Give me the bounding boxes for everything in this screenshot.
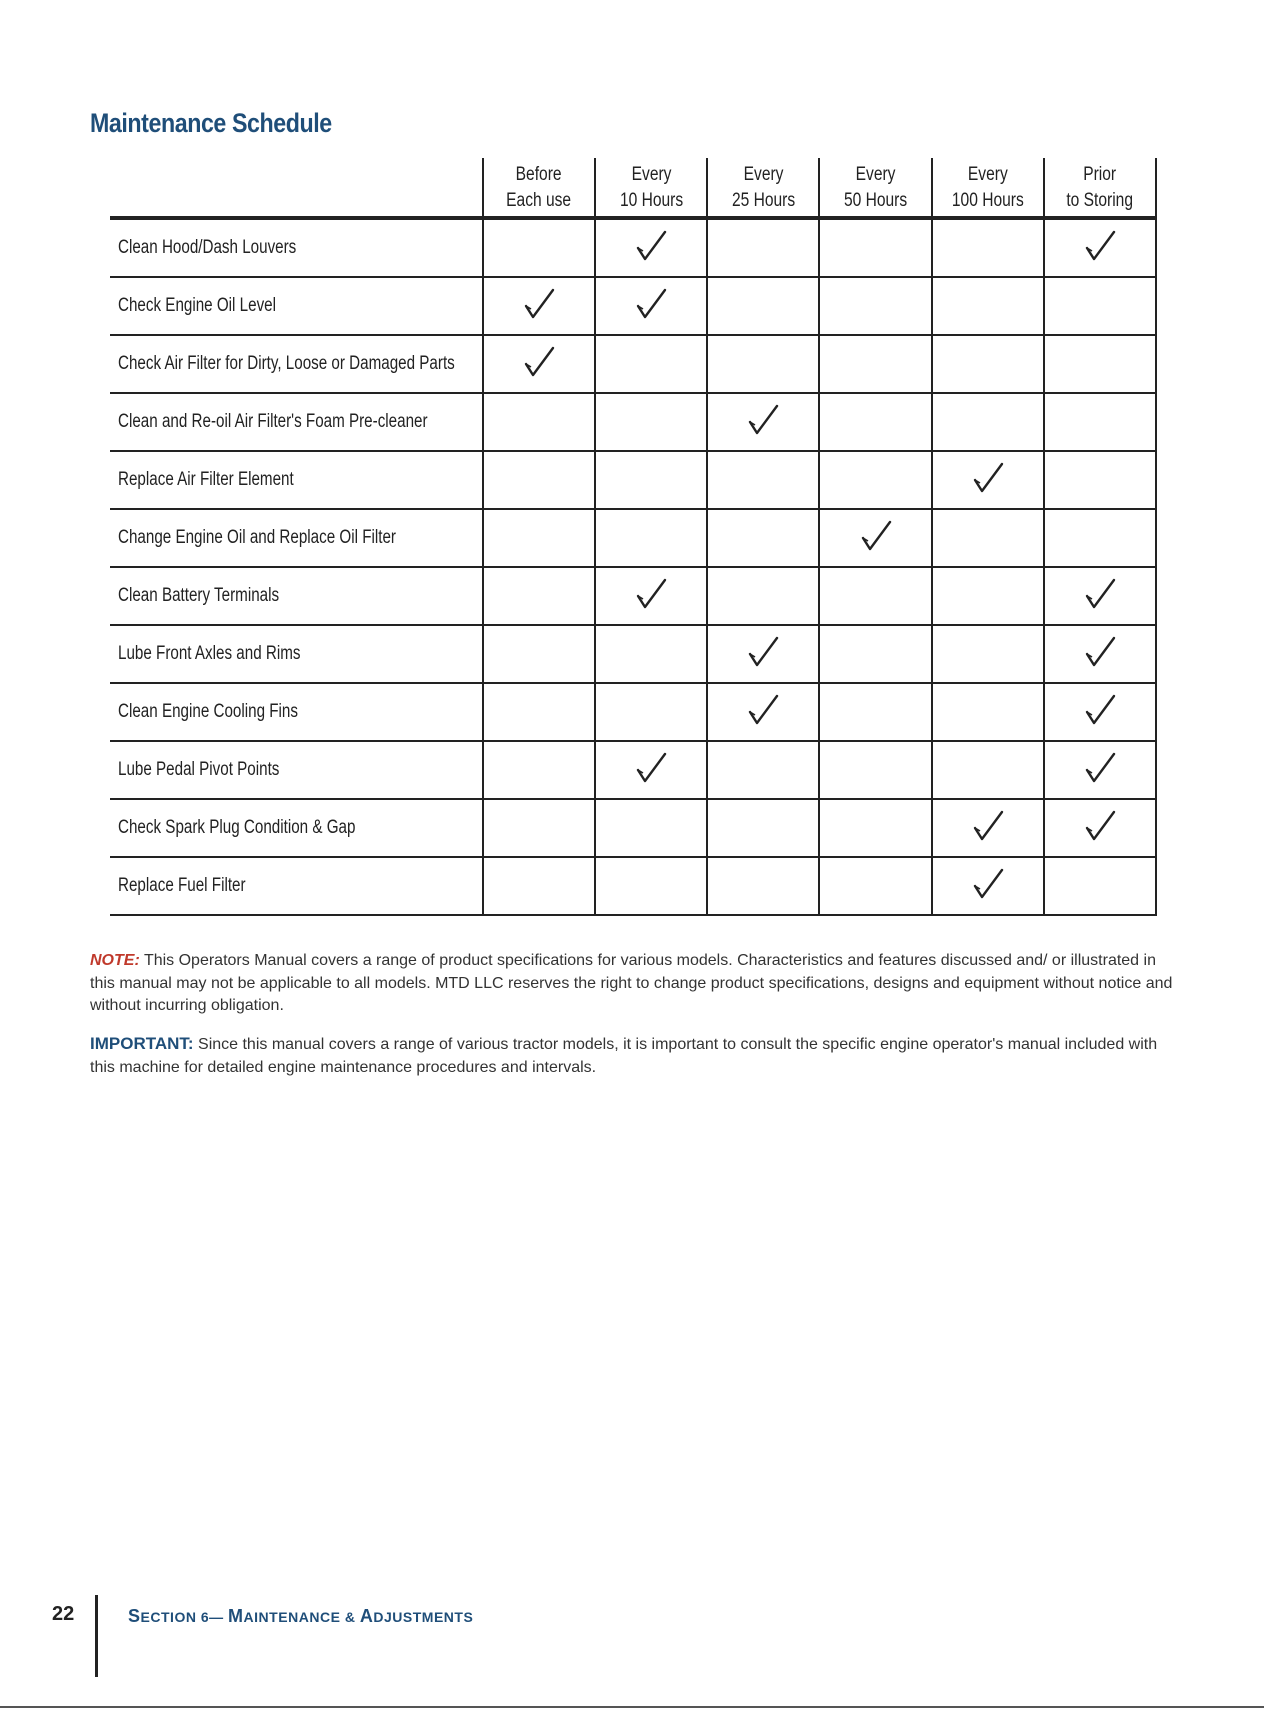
checkmark-icon (1083, 693, 1117, 727)
interval-cell (707, 683, 819, 741)
task-label: Check Air Filter for Dirty, Loose or Damaged Parts (118, 353, 455, 374)
interval-cell (595, 218, 707, 277)
interval-cell (595, 393, 707, 451)
table-row (110, 683, 1156, 741)
interval-cell (1044, 799, 1156, 857)
interval-cell (707, 567, 819, 625)
interval-cell (1044, 335, 1156, 393)
interval-cell (483, 509, 595, 567)
checkmark-icon (746, 635, 780, 669)
interval-cell (483, 451, 595, 509)
important-label: IMPORTANT: (90, 1034, 194, 1053)
interval-cell (707, 799, 819, 857)
table-row (110, 857, 1156, 915)
important-paragraph (90, 1033, 1180, 1079)
interval-cell (1044, 683, 1156, 741)
interval-cell (1044, 277, 1156, 335)
interval-cell (932, 509, 1044, 567)
interval-cell (483, 393, 595, 451)
checkmark-icon (634, 287, 668, 321)
interval-cell (1044, 567, 1156, 625)
task-label: Replace Air Filter Element (118, 469, 294, 490)
interval-cell (932, 277, 1044, 335)
page-number: 22 (52, 1603, 75, 1625)
table-header-row (110, 158, 1156, 218)
interval-cell (819, 857, 931, 915)
task-label: Lube Front Axles and Rims (118, 643, 301, 664)
note-text: This Operators Manual covers a range of product specifications for various models. Characteristics and features discussed and/ or illustrated in this manual may not be applicable to all models. MTD LLC reserves the right to change product specifications, designs and equipment without notice and without incurring obligation. (90, 952, 1173, 1014)
interval-cell (932, 857, 1044, 915)
table-row (110, 335, 1156, 393)
task-cell (110, 335, 483, 393)
interval-cell (595, 683, 707, 741)
interval-cell (707, 277, 819, 335)
interval-cell (819, 509, 931, 567)
interval-cell (483, 683, 595, 741)
task-cell (110, 857, 483, 915)
task-label: Check Spark Plug Condition & Gap (118, 817, 356, 838)
table-row (110, 625, 1156, 683)
interval-cell (819, 277, 931, 335)
task-cell (110, 277, 483, 335)
checkmark-icon (1083, 229, 1117, 263)
footer-section-prefix: SECTION 6— (128, 1606, 224, 1626)
task-cell (110, 799, 483, 857)
checkmark-icon (1083, 809, 1117, 843)
interval-cell (1044, 509, 1156, 567)
table-row (110, 799, 1156, 857)
note-paragraph (90, 950, 1180, 1018)
interval-cell (595, 567, 707, 625)
interval-cell (595, 509, 707, 567)
important-text: Since this manual covers a range of various tractor models, it is important to consult the specific engine operator's manual included with this machine for detailed engine maintenance procedures and intervals. (90, 1036, 1158, 1076)
task-label: Lube Pedal Pivot Points (118, 759, 280, 780)
table-row (110, 218, 1156, 277)
column-header: Before Each use (483, 158, 595, 218)
task-cell (110, 741, 483, 799)
checkmark-icon (1083, 577, 1117, 611)
checkmark-icon (634, 751, 668, 785)
task-label: Replace Fuel Filter (118, 875, 246, 896)
task-cell (110, 509, 483, 567)
task-label: Clean and Re-oil Air Filter's Foam Pre-cleaner (118, 411, 428, 432)
checkmark-icon (634, 229, 668, 263)
interval-cell (595, 799, 707, 857)
interval-cell (707, 335, 819, 393)
interval-cell (707, 857, 819, 915)
interval-cell (483, 218, 595, 277)
interval-cell (1044, 857, 1156, 915)
bottom-rule (0, 1706, 1264, 1708)
task-label: Clean Engine Cooling Fins (118, 701, 298, 722)
interval-cell (819, 218, 931, 277)
task-cell (110, 683, 483, 741)
interval-cell (932, 335, 1044, 393)
interval-cell (932, 741, 1044, 799)
column-header: Every 10 Hours (595, 158, 707, 218)
checkmark-icon (971, 461, 1005, 495)
interval-cell (595, 277, 707, 335)
table-row (110, 741, 1156, 799)
interval-cell (483, 567, 595, 625)
interval-cell (1044, 451, 1156, 509)
interval-cell (707, 451, 819, 509)
column-header: Every 50 Hours (819, 158, 931, 218)
checkmark-icon (522, 345, 556, 379)
interval-cell (483, 277, 595, 335)
interval-cell (932, 218, 1044, 277)
checkmark-icon (1083, 635, 1117, 669)
page-title: Maintenance Schedule (90, 108, 332, 138)
interval-cell (932, 393, 1044, 451)
interval-cell (707, 741, 819, 799)
interval-cell (595, 741, 707, 799)
task-label: Clean Battery Terminals (118, 585, 280, 606)
interval-cell (819, 335, 931, 393)
task-label: Change Engine Oil and Replace Oil Filter (118, 527, 396, 548)
task-cell (110, 393, 483, 451)
interval-cell (819, 451, 931, 509)
column-header: Every 25 Hours (707, 158, 819, 218)
interval-cell (819, 799, 931, 857)
interval-cell (707, 625, 819, 683)
interval-cell (1044, 393, 1156, 451)
table-body (110, 218, 1156, 915)
task-label: Check Engine Oil Level (118, 295, 276, 316)
interval-cell (483, 625, 595, 683)
checkmark-icon (522, 287, 556, 321)
interval-cell (1044, 218, 1156, 277)
checkmark-icon (634, 577, 668, 611)
interval-cell (595, 625, 707, 683)
interval-cell (819, 683, 931, 741)
task-cell (110, 625, 483, 683)
task-cell (110, 567, 483, 625)
interval-cell (932, 625, 1044, 683)
column-header: Every 100 Hours (932, 158, 1044, 218)
interval-cell (819, 625, 931, 683)
interval-cell (707, 509, 819, 567)
interval-cell (932, 799, 1044, 857)
interval-cell (483, 741, 595, 799)
footer-section-title (128, 1606, 473, 1627)
interval-cell (483, 799, 595, 857)
interval-cell (819, 393, 931, 451)
table-row (110, 393, 1156, 451)
column-header: Prior to Storing (1044, 158, 1156, 218)
interval-cell (483, 857, 595, 915)
interval-cell (595, 335, 707, 393)
interval-cell (1044, 741, 1156, 799)
interval-cell (707, 218, 819, 277)
interval-cell (932, 683, 1044, 741)
maintenance-schedule-table (110, 158, 1157, 916)
task-column-header (110, 158, 483, 218)
footer-divider (95, 1595, 98, 1677)
checkmark-icon (971, 867, 1005, 901)
table-row (110, 277, 1156, 335)
task-cell (110, 218, 483, 277)
checkmark-icon (746, 693, 780, 727)
footer-section-name: MAINTENANCE & ADJUSTMENTS (228, 1606, 474, 1626)
interval-cell (932, 451, 1044, 509)
interval-cell (819, 741, 931, 799)
interval-cell (595, 451, 707, 509)
interval-cell (595, 857, 707, 915)
interval-cell (819, 567, 931, 625)
interval-cell (707, 393, 819, 451)
checkmark-icon (971, 809, 1005, 843)
table-row (110, 451, 1156, 509)
task-cell (110, 451, 483, 509)
interval-cell (1044, 625, 1156, 683)
checkmark-icon (859, 519, 893, 553)
table-row (110, 567, 1156, 625)
table-row (110, 509, 1156, 567)
checkmark-icon (1083, 751, 1117, 785)
interval-cell (932, 567, 1044, 625)
task-label: Clean Hood/Dash Louvers (118, 237, 297, 258)
interval-cell (483, 335, 595, 393)
note-label: NOTE: (90, 952, 140, 969)
checkmark-icon (746, 403, 780, 437)
